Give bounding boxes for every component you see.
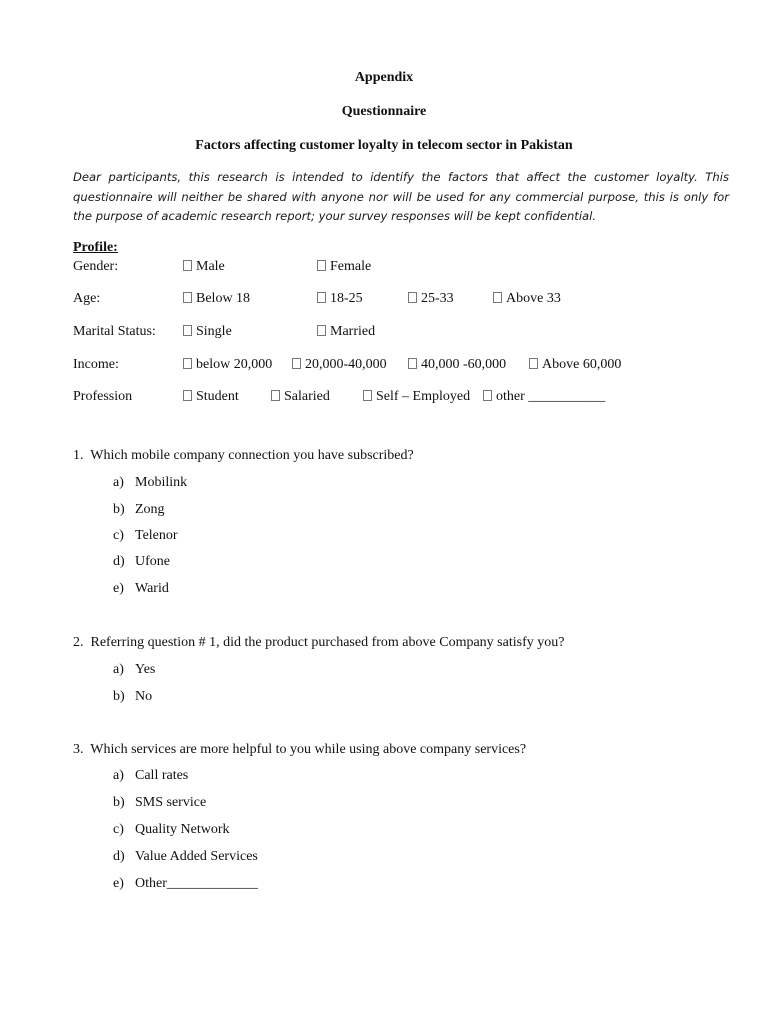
checkbox-icon[interactable] (183, 292, 192, 303)
profile-row-gender (0, 259, 768, 277)
profile-row-profession (0, 389, 768, 407)
answer-option-value-added-services[interactable]: d) Value Added Services (113, 849, 258, 864)
option-below-18[interactable]: Below 18 (183, 291, 250, 307)
checkbox-icon[interactable] (408, 292, 417, 303)
answer-option-ufone[interactable]: d) Ufone (113, 554, 170, 569)
option-20000-40000[interactable]: 20,000-40,000 (292, 357, 387, 373)
checkbox-icon[interactable] (292, 358, 301, 369)
profile-row-label: Age: (73, 291, 101, 306)
answer-option-telenor[interactable]: c) Telenor (113, 528, 178, 543)
option-male[interactable]: Male (183, 259, 225, 275)
question-text: Referring question # 1, did the product purchased from above Company satisfy you? (90, 635, 565, 650)
checkbox-icon[interactable] (529, 358, 538, 369)
checkbox-icon[interactable] (483, 390, 492, 401)
profile-row-label: Income: (73, 357, 119, 372)
question-1 (73, 448, 414, 464)
checkbox-icon[interactable] (317, 260, 326, 271)
answer-option-sms-service[interactable]: b) SMS service (113, 795, 207, 810)
option-above-60000[interactable]: Above 60,000 (529, 357, 621, 373)
checkbox-icon[interactable] (271, 390, 280, 401)
question-3 (73, 742, 526, 758)
intro-paragraph: Dear participants, this research is intended to identify the factors that affect the customer loyalty. This questionnaire will neither be shared with anyone nor will be used for any commercial purpose, this is only for the purpose of academic research report; your survey responses will be kept confidential. (73, 170, 729, 223)
option-female[interactable]: Female (317, 259, 371, 275)
answer-option-quality-network[interactable]: c) Quality Network (113, 822, 230, 837)
option-18-25[interactable]: 18-25 (317, 291, 363, 307)
profile-row-label: Marital Status: (73, 324, 156, 339)
answer-option-zong[interactable]: b) Zong (113, 502, 165, 517)
option-salaried[interactable]: Salaried (271, 389, 330, 405)
option-above-33[interactable]: Above 33 (493, 291, 561, 307)
profile-row-income (0, 357, 768, 375)
profile-row-label: Gender: (73, 259, 119, 274)
option-student[interactable]: Student (183, 389, 239, 405)
question-text: Which services are more helpful to you while using above company services? (90, 742, 527, 757)
answer-option-warid[interactable]: e) Warid (113, 581, 169, 596)
document-title: Factors affecting customer loyalty in telecom sector in Pakistan (195, 138, 573, 153)
question-2 (73, 635, 564, 651)
checkbox-icon[interactable] (183, 325, 192, 336)
option-25-33[interactable]: 25-33 (408, 291, 454, 307)
answer-option-other[interactable]: e) Other_____________ (113, 876, 258, 891)
question-number: 2. (73, 635, 84, 650)
checkbox-icon[interactable] (317, 292, 326, 303)
checkbox-icon[interactable] (408, 358, 417, 369)
profile-label: Profile: (73, 240, 118, 255)
option-self-employed[interactable]: Self – Employed (363, 389, 470, 405)
checkbox-icon[interactable] (493, 292, 502, 303)
question-number: 1. (73, 448, 84, 463)
answer-option-mobilink[interactable]: a) Mobilink (113, 475, 188, 490)
answer-option-yes[interactable]: a) Yes (113, 662, 156, 677)
option-other[interactable]: other ___________ (483, 389, 605, 405)
questionnaire-heading: Questionnaire (341, 104, 427, 119)
option-40000-60000[interactable]: 40,000 -60,000 (408, 357, 506, 373)
option-married[interactable]: Married (317, 324, 375, 340)
checkbox-icon[interactable] (317, 325, 326, 336)
question-text: Which mobile company connection you have subscribed? (90, 448, 414, 463)
option-below-20000[interactable]: below 20,000 (183, 357, 272, 373)
profile-row-marital-status (0, 324, 768, 342)
checkbox-icon[interactable] (363, 390, 372, 401)
answer-option-no[interactable]: b) No (113, 689, 153, 704)
option-single[interactable]: Single (183, 324, 232, 340)
appendix-heading: Appendix (354, 70, 414, 85)
checkbox-icon[interactable] (183, 390, 192, 401)
question-number: 3. (73, 742, 84, 757)
profile-row-age (0, 291, 768, 309)
profile-row-label: Profession (73, 389, 133, 404)
checkbox-icon[interactable] (183, 358, 192, 369)
answer-option-call-rates[interactable]: a) Call rates (113, 768, 189, 783)
checkbox-icon[interactable] (183, 260, 192, 271)
